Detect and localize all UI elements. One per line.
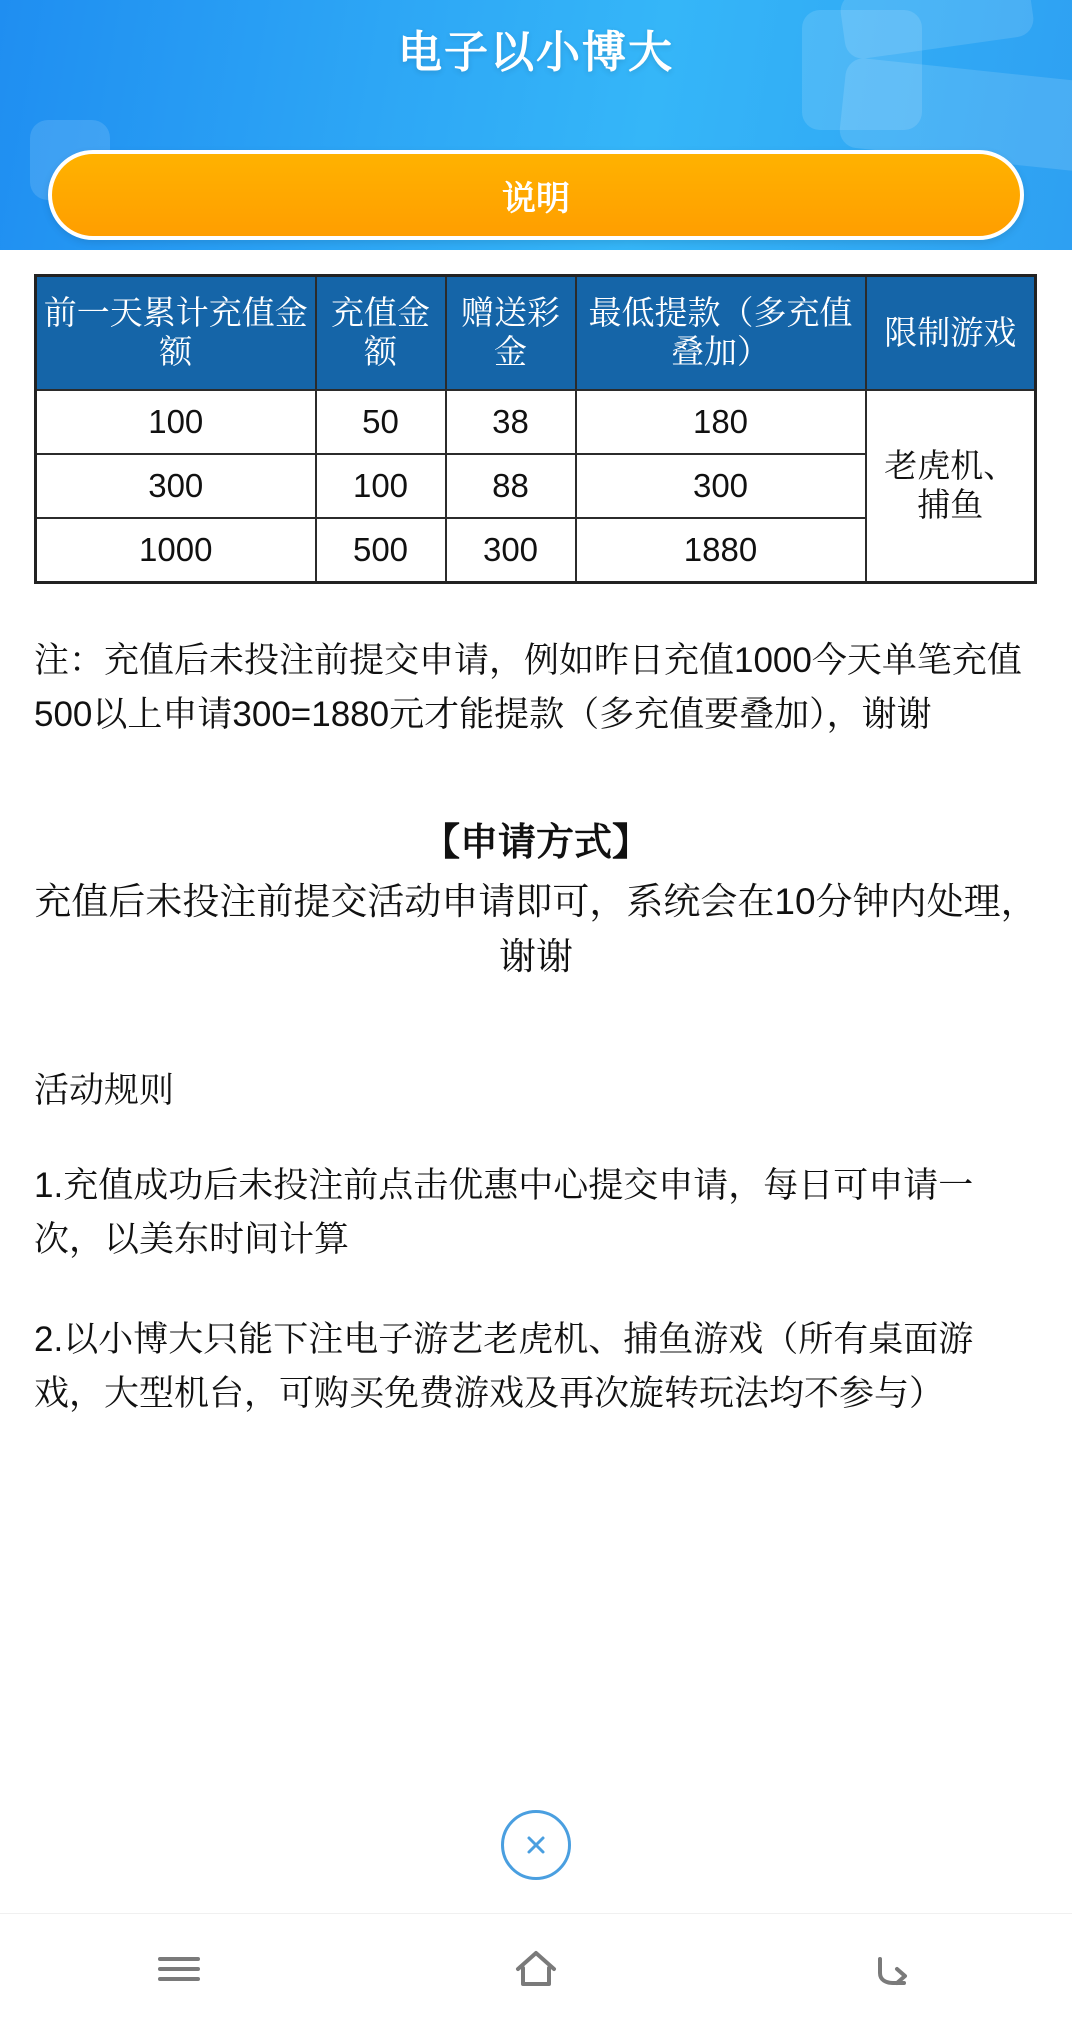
- menu-icon: [156, 1951, 202, 1987]
- cell-bonus: 300: [446, 518, 576, 583]
- table-header-cell: 充值金额: [316, 276, 446, 391]
- cell-prev-total: 1000: [36, 518, 316, 583]
- home-icon: [512, 1947, 560, 1991]
- table-header-cell: 限制游戏: [866, 276, 1036, 391]
- cell-min-withdraw: 300: [576, 454, 866, 518]
- table-header-row: [36, 276, 1036, 391]
- cell-min-withdraw: 180: [576, 390, 866, 454]
- table-header-cell: 赠送彩金: [446, 276, 576, 391]
- close-icon: [521, 1830, 551, 1860]
- cell-deposit: 100: [316, 454, 446, 518]
- page-header: [0, 0, 1072, 250]
- promo-table: [34, 274, 1037, 584]
- note-text: 注：充值后未投注前提交申请，例如昨日充值1000今天单笔充值500以上申请300=1880元才能提款（多充值要叠加），谢谢: [34, 641, 1022, 735]
- table-row: [36, 390, 1036, 454]
- close-button[interactable]: [501, 1810, 571, 1880]
- cell-limit-games: 老虎机、捕鱼: [866, 390, 1036, 583]
- cell-prev-total: 100: [36, 390, 316, 454]
- cell-bonus: 38: [446, 390, 576, 454]
- apply-method-title: 【申请方式】: [421, 821, 650, 864]
- nav-back-button[interactable]: [803, 1914, 983, 2024]
- apply-method-body: 充值后未投注前提交活动申请即可，系统会在10分钟内处理，谢谢: [34, 880, 1038, 978]
- back-icon: [870, 1947, 916, 1991]
- rule-item: 2.以小博大只能下注电子游艺老虎机、捕鱼游戏（所有桌面游戏，大型机台，可购买免费游戏及再次旋转玩法均不参与）: [34, 1320, 974, 1414]
- cell-deposit: 50: [316, 390, 446, 454]
- cell-deposit: 500: [316, 518, 446, 583]
- content-area: [0, 250, 1072, 1800]
- cell-min-withdraw: 1880: [576, 518, 866, 583]
- rules-heading: 活动规则: [34, 1070, 175, 1110]
- page-title: 电子以小博大: [398, 28, 674, 77]
- nav-home-button[interactable]: [446, 1914, 626, 2024]
- cell-prev-total: 300: [36, 454, 316, 518]
- description-button[interactable]: 说明: [48, 150, 1024, 240]
- close-button-container: [0, 1810, 1072, 1880]
- table-header-cell: 最低提款（多充值叠加）: [576, 276, 866, 391]
- cell-bonus: 88: [446, 454, 576, 518]
- table-header-cell: 前一天累计充值金额: [36, 276, 316, 391]
- rule-item: 1.充值成功后未投注前点击优惠中心提交申请，每日可申请一次，以美东时间计算: [34, 1165, 974, 1259]
- system-navigation-bar: [0, 1913, 1072, 2024]
- nav-recents-button[interactable]: [89, 1914, 269, 2024]
